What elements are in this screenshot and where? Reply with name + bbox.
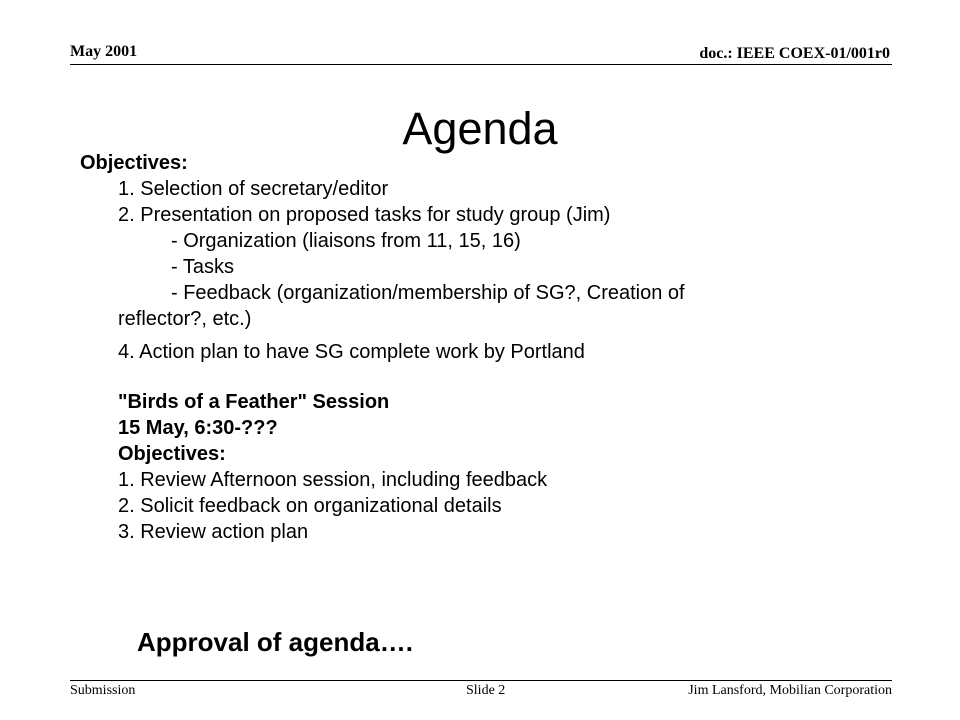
footer-divider	[70, 680, 892, 681]
objective-item-4: 4. Action plan to have SG complete work by Portland	[118, 341, 585, 363]
bof-session-title: "Birds of a Feather" Session	[118, 391, 390, 413]
bof-session-date: 15 May, 6:30-???	[118, 417, 278, 439]
footer-slide-number: Slide 2	[466, 683, 506, 698]
objective-item-1: 1. Selection of secretary/editor	[118, 178, 389, 200]
bof-objective-item-1: 1. Review Afternoon session, including feedback	[118, 469, 548, 491]
header-date: May 2001	[70, 43, 138, 60]
objective-subitem-feedback-cont: reflector?, etc.)	[118, 308, 252, 330]
objective-subitem-organization: - Organization (liaisons from 11, 15, 16)	[171, 230, 521, 252]
footer-author: Jim Lansford, Mobilian Corporation	[688, 683, 892, 698]
bof-objective-item-3: 3. Review action plan	[118, 521, 309, 543]
objective-subitem-tasks: - Tasks	[171, 256, 234, 278]
approval-of-agenda: Approval of agenda….	[137, 627, 413, 657]
header-divider	[70, 64, 892, 65]
footer-submission: Submission	[70, 683, 136, 698]
bof-objective-item-2: 2. Solicit feedback on organizational details	[118, 495, 502, 517]
bof-objectives-heading: Objectives:	[118, 443, 226, 465]
header-doc-id: doc.: IEEE COEX-01/001r0	[699, 45, 890, 62]
objective-item-2: 2. Presentation on proposed tasks for study group (Jim)	[118, 204, 611, 226]
objective-subitem-feedback: - Feedback (organization/membership of SG?, Creation of	[171, 282, 685, 304]
slide-title: Agenda	[402, 103, 558, 154]
objectives-heading: Objectives:	[80, 152, 188, 174]
